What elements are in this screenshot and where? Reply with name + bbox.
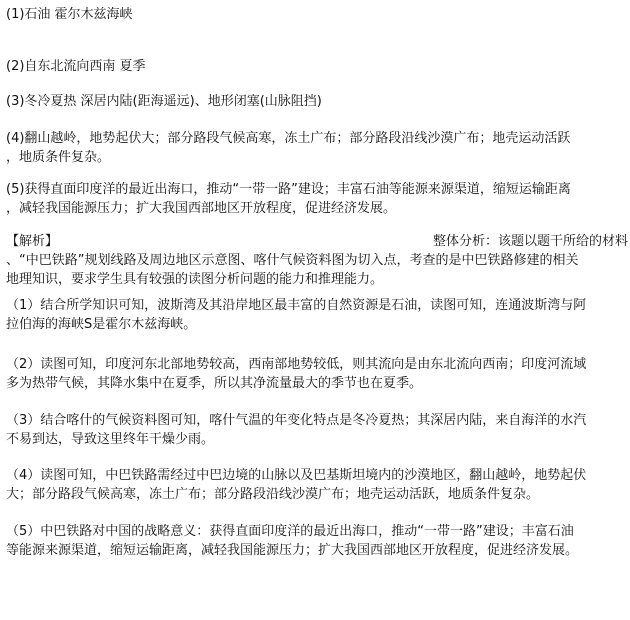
analysis-item-4 — [6, 466, 626, 504]
analysis-item-4-line-2: 大；部分路段气候高寒，冻土广布；部分路段沿线沙漠广布；地壳运动活跃，地质条件复杂。 — [6, 487, 540, 502]
answer-4-line-1: (4)翻山越岭，地势起伏大；部分路段气候高寒，冻土广布；部分路段沿线沙漠广布；地壳运动活跃 — [6, 131, 571, 146]
answer-4-line-2: ，地质条件复杂。 — [6, 150, 111, 165]
analysis-overview-line-2: 地理知识，要求学生具有较强的读图分析问题的能力和推理能力。 — [6, 272, 384, 287]
analysis-item-3-line-2: 不易到达，导致这里终年干燥少雨。 — [6, 432, 215, 447]
analysis-label: 【解析】 — [6, 234, 59, 249]
analysis-overview — [6, 251, 626, 289]
answer-4 — [6, 129, 626, 167]
analysis-item-3 — [6, 411, 626, 449]
analysis-item-1 — [6, 296, 626, 334]
analysis-item-5-line-2: 等能源来源渠道，缩短运输距离，减轻我国能源压力；扩大我国西部地区开放程度，促进经济发展。 — [6, 543, 579, 558]
analysis-overview-intro: 整体分析：该题以题干所给的材料 — [432, 234, 628, 249]
analysis-overview-line-1: 、“中巴铁路”规划线路及周边地区示意图、喀什气候资料图为切入点，考查的是中巴铁路修建的相关 — [6, 253, 579, 268]
analysis-item-1-line-1: （1）结合所学知识可知，波斯湾及其沿岸地区最丰富的自然资源是石油，读图可知，连通波斯湾与阿 — [6, 298, 587, 313]
answer-1-text: (1)石油 霍尔木兹海峡 — [6, 7, 133, 22]
analysis-item-3-line-1: （3）结合喀什的气候资料图可知，喀什气温的年变化特点是冬冷夏热；其深居内陆，来自海洋的水汽 — [6, 413, 587, 428]
answer-5 — [6, 180, 626, 218]
answer-5-line-2: ，减轻我国能源压力；扩大我国西部地区开放程度，促进经济发展。 — [6, 201, 397, 216]
analysis-item-5-line-1: （5）中巴铁路对中国的战略意义：获得直面印度洋的最近出海口，推动“一带一路”建设；丰富石油 — [6, 524, 574, 539]
analysis-item-1-line-2: 拉伯海的海峡S是霍尔木兹海峡。 — [6, 317, 197, 332]
analysis-item-5 — [6, 522, 626, 560]
analysis-item-2-line-2: 多为热带气候，其降水集中在夏季，所以其净流量最大的季节也在夏季。 — [6, 376, 423, 391]
answer-3-text: (3)冬冷夏热 深居内陆(距海遥远)、地形闭塞(山脉阻挡) — [6, 94, 322, 109]
analysis-item-4-line-1: （4）读图可知，中巴铁路需经过中巴边境的山脉以及巴基斯坦境内的沙漠地区，翻山越岭，地势起伏 — [6, 468, 587, 483]
answer-3 — [6, 92, 626, 111]
answer-5-line-1: (5)获得直面印度洋的最近出海口，推动“一带一路”建设；丰富石油等能源来源渠道，缩短运输距离 — [6, 182, 571, 197]
answer-1 — [6, 5, 626, 24]
analysis-header-row — [6, 232, 628, 251]
analysis-item-2 — [6, 355, 626, 393]
analysis-item-2-line-1: （2）读图可知，印度河东北部地势较高，西南部地势较低，则其流向是由东北流向西南；印度河流域 — [6, 357, 587, 372]
answer-2 — [6, 57, 626, 76]
answer-2-text: (2)自东北流向西南 夏季 — [6, 59, 146, 74]
